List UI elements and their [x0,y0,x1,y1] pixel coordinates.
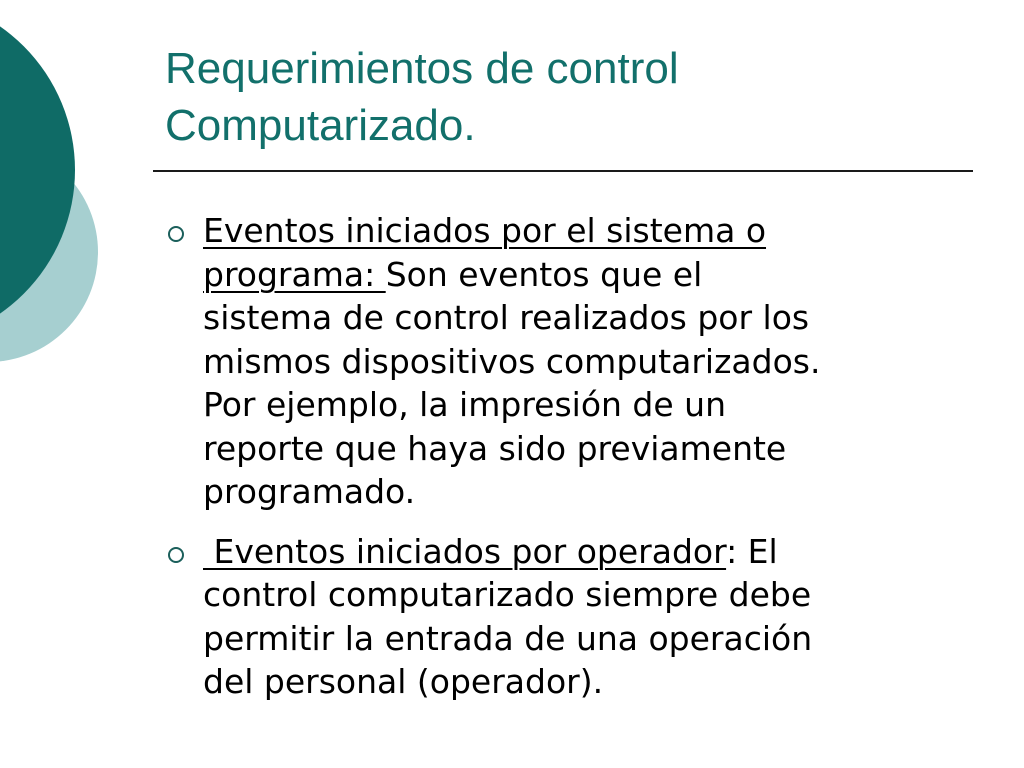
slide-title-line-2: Computarizado. [165,101,476,150]
decorative-circles [0,0,110,420]
bullet-line: permitir la entrada de una operación [203,618,813,658]
circle-bullet-icon [168,226,184,242]
bullet-heading: Eventos iniciados por el sistema o [203,211,767,250]
bullet-line [203,209,960,253]
title-divider [153,170,973,172]
slide-title [165,40,679,154]
circle-bullet-icon [168,547,184,563]
bullet-item-system-events [160,209,960,514]
bullet-line: del personal (operador). [203,662,604,701]
bullet-heading: programa: [203,254,386,294]
bullet-text: Son eventos que el [385,254,703,294]
slide-title-line-1: Requerimientos de control [165,44,679,93]
bullet-line [203,253,960,297]
bullet-line [203,530,960,574]
bullet-line: control computarizado siempre debe [203,575,812,614]
bullet-list [160,209,960,720]
bullet-line: reporte que haya sido previamente [203,428,787,468]
bullet-heading: Eventos iniciados por operador [203,531,727,571]
bullet-line: programado. [203,472,416,511]
bullet-item-operator-events [160,530,960,704]
bullet-line: mismos dispositivos computarizados. [203,341,821,381]
bullet-text: : El [726,531,778,571]
bullet-line: sistema de control realizados por los [203,298,810,337]
bullet-line: Por ejemplo, la impresión de un [203,385,726,424]
